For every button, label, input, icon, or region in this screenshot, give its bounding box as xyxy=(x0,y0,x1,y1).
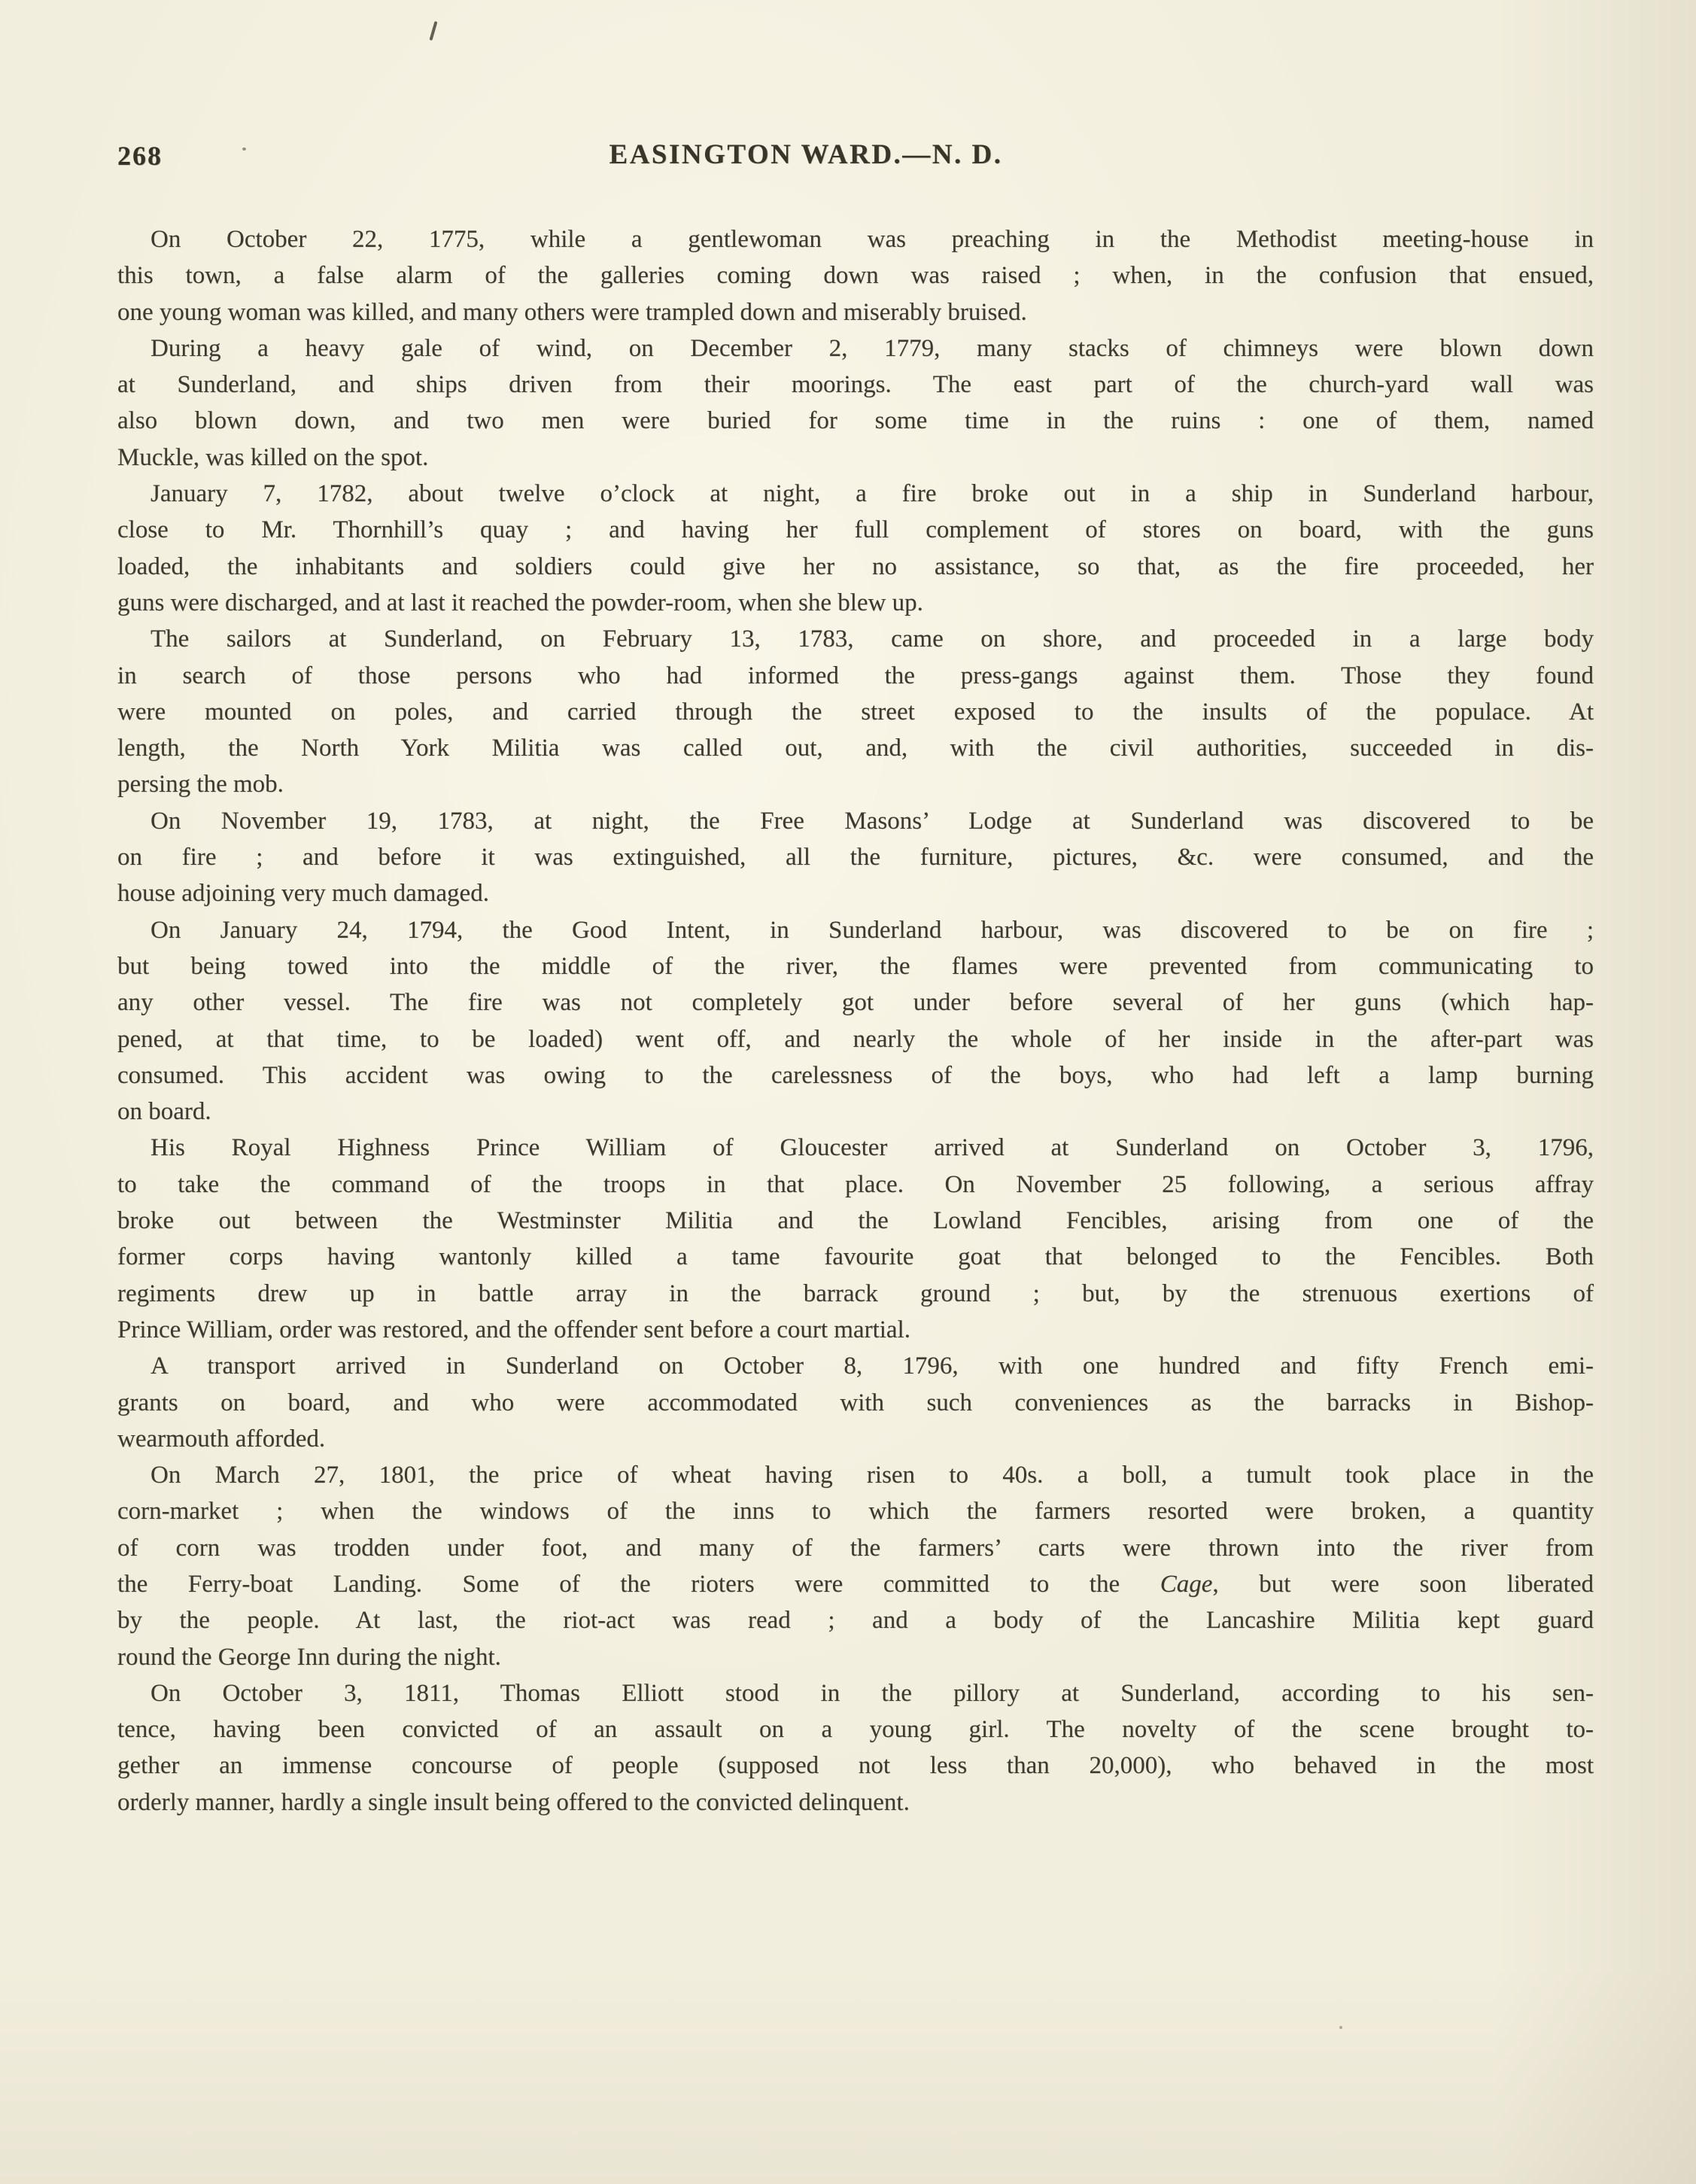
text-segment: the Ferry-boat Landing. Some of the rioters were committed to the xyxy=(117,1570,1160,1598)
text-line: consumed. This accident was owing to the carelessness of the boys, who had left a lamp burning xyxy=(117,1061,1594,1089)
text-line: close to Mr. Thornhill’s quay ; and having her full complement of stores on board, with the guns xyxy=(117,516,1594,544)
text-line: tence, having been convicted of an assault on a young girl. The novelty of the scene brought to- xyxy=(117,1716,1594,1744)
text-line: On January 24, 1794, the Good Intent, in Sunderland harbour, was discovered to be on fire ; xyxy=(150,916,1594,944)
text-line: During a heavy gale of wind, on December 2, 1779, many stacks of chimneys were blown down xyxy=(150,334,1594,362)
text-line: in search of those persons who had informed the press-gangs against them. Those they found xyxy=(117,662,1594,689)
text-line: round the George Inn during the night. xyxy=(117,1643,501,1671)
text-line: A transport arrived in Sunderland on October 8, 1796, with one hundred and fifty French emi- xyxy=(150,1352,1594,1380)
text-line: persing the mob. xyxy=(117,771,284,798)
text-line: orderly manner, hardly a single insult being offered to the convicted delinquent. xyxy=(117,1788,910,1816)
paper-speck xyxy=(1339,2026,1342,2029)
text-line: Muckle, was killed on the spot. xyxy=(117,443,429,471)
paragraph xyxy=(117,1130,1594,1348)
text-line: this town, a false alarm of the galleries coming down was raised ; when, in the confusion that ensued, xyxy=(117,262,1594,290)
text-line: on fire ; and before it was extinguished, all the furniture, pictures, &c. were consumed, and the xyxy=(117,844,1594,871)
text-line: broke out between the Westminster Militia and the Lowland Fencibles, arising from one of the xyxy=(117,1207,1594,1235)
text-line: length, the North York Militia was called out, and, with the civil authorities, succeeded in dis- xyxy=(117,735,1594,762)
paragraph xyxy=(117,803,1594,912)
text-line: but being towed into the middle of the river, the flames were prevented from communicating to xyxy=(117,952,1594,980)
text-line: house adjoining very much damaged. xyxy=(117,880,489,908)
page-number: 268 xyxy=(117,141,163,171)
text-line: guns were discharged, and at last it reached the powder-room, when she blew up. xyxy=(117,589,923,616)
text-line: former corps having wantonly killed a tame favourite goat that belonged to the Fencibles. Both xyxy=(117,1243,1594,1271)
text-line: The sailors at Sunderland, on February 13, 1783, came on shore, and proceeded in a large body xyxy=(150,625,1594,653)
text-line: gether an immense concourse of people (supposed not less than 20,000), who behaved in the most xyxy=(117,1752,1594,1780)
text-line xyxy=(117,1566,1594,1602)
text-line: also blown down, and two men were buried for some time in the ruins : one of them, named xyxy=(117,407,1594,435)
paragraph xyxy=(117,1348,1594,1457)
text-line: on board. xyxy=(117,1098,211,1126)
ink-stroke-mark xyxy=(429,21,437,41)
text-line: loaded, the inhabitants and soldiers could give her no assistance, so that, as the fire proceeded, her xyxy=(117,552,1594,580)
text-line: pened, at that time, to be loaded) went off, and nearly the whole of her inside in the after-part was xyxy=(117,1025,1594,1053)
text-line: of corn was trodden under foot, and many of the farmers’ carts were thrown into the river from xyxy=(117,1534,1594,1562)
text-segment: , but were soon liberated xyxy=(1212,1570,1594,1598)
text-line: were mounted on poles, and carried through the street exposed to the insults of the populace. At xyxy=(117,698,1594,725)
text-line: by the people. At last, the riot-act was read ; and a body of the Lancashire Militia kept guard xyxy=(117,1607,1594,1635)
text-line: On March 27, 1801, the price of wheat having risen to 40s. a boll, a tumult took place in the xyxy=(150,1462,1594,1489)
text-line: to take the command of the troops in that place. On November 25 following, a serious affray xyxy=(117,1170,1594,1198)
paragraph xyxy=(117,912,1594,1130)
text-line: corn-market ; when the windows of the inns to which the farmers resorted were broken, a quantity xyxy=(117,1498,1594,1525)
text-line: regiments drew up in battle array in the barrack ground ; but, by the strenuous exertions of xyxy=(117,1279,1594,1307)
paragraph xyxy=(117,330,1594,476)
text-line: January 7, 1782, about twelve o’clock at night, a fire broke out in a ship in Sunderland harbour, xyxy=(150,480,1594,508)
text-line: one young woman was killed, and many others were trampled down and miserably bruised. xyxy=(117,298,1027,326)
text-line: wearmouth afforded. xyxy=(117,1425,326,1452)
text-block xyxy=(117,221,1594,1821)
paragraph xyxy=(117,1675,1594,1821)
paragraph xyxy=(117,221,1594,330)
paragraph xyxy=(117,1457,1594,1675)
running-header: EASINGTON WARD.—N. D. xyxy=(609,139,1003,170)
text-line: at Sunderland, and ships driven from their moorings. The east part of the church-yard wall was xyxy=(117,371,1594,399)
text-line: Prince William, order was restored, and the offender sent before a court martial. xyxy=(117,1316,910,1343)
text-line: On October 22, 1775, while a gentlewoman was preaching in the Methodist meeting-house in xyxy=(150,226,1594,253)
paragraph xyxy=(117,476,1594,621)
text-line: On October 3, 1811, Thomas Elliott stood in the pillory at Sunderland, according to his sen- xyxy=(150,1679,1594,1707)
text-line: any other vessel. The fire was not completely got under before several of her guns (which hap- xyxy=(117,989,1594,1017)
text-line: His Royal Highness Prince William of Gloucester arrived at Sunderland on October 3, 1796, xyxy=(150,1134,1594,1162)
italic-word: Cage xyxy=(1160,1570,1213,1598)
text-line: grants on board, and who were accommodated with such conveniences as the barracks in Bishop- xyxy=(117,1389,1594,1416)
paragraph xyxy=(117,621,1594,802)
text-line: On November 19, 1783, at night, the Free Masons’ Lodge at Sunderland was discovered to be xyxy=(150,807,1594,835)
